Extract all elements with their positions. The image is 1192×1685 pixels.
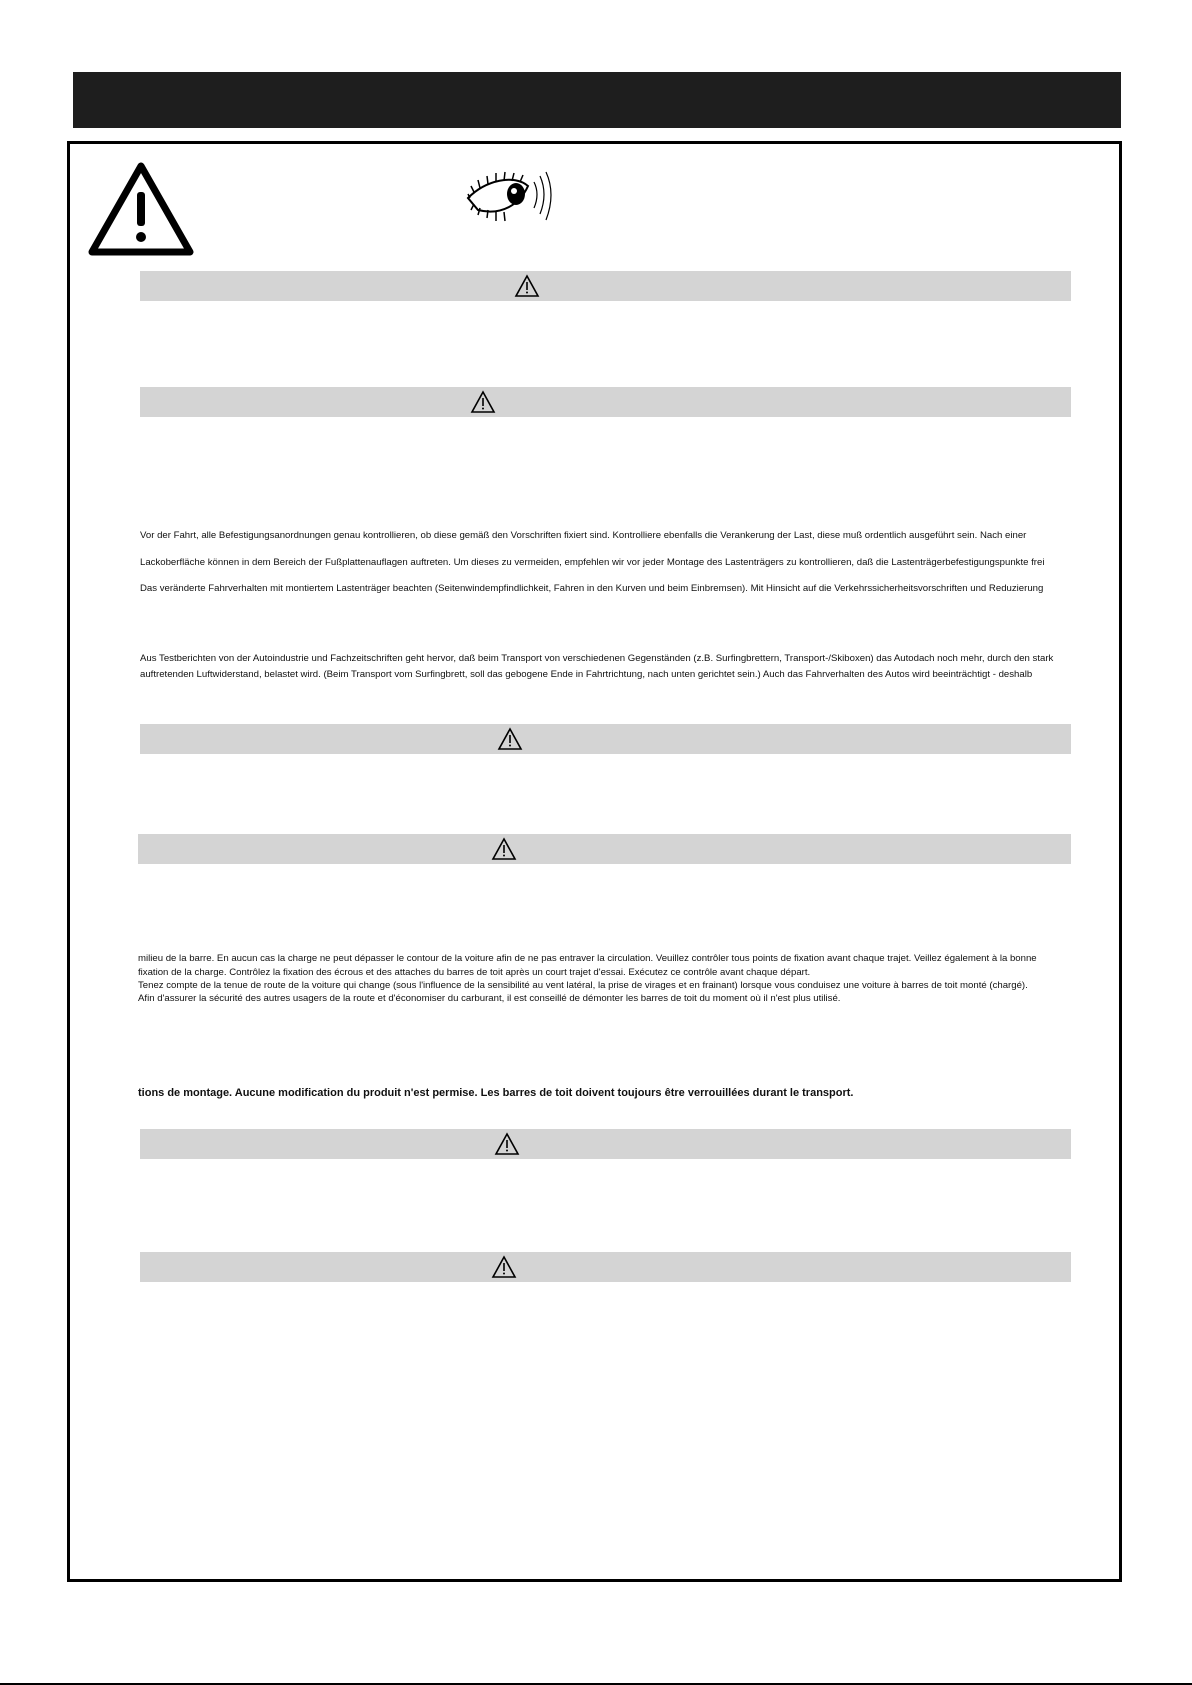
warning-triangle-small-icon <box>497 727 523 751</box>
warning-band-5 <box>140 1129 1071 1159</box>
warning-band-2 <box>140 387 1071 417</box>
german-line: Lackoberfläche können in dem Bereich der Fußplattenauflagen auftreten. Um dieses zu vermeiden, empfehlen wir vor jeder Montage des Lastenträgers zu kontrollieren, daß die Lastenträgerbefestigungspunkte frei <box>140 557 1045 568</box>
german-line: Das veränderte Fahrverhalten mit montiertem Lastenträger beachten (Seitenwindempfindlichkeit, Fahren in den Kurven und beim Einbremsen). Mit Hinsicht auf die Verkehrssicherheitsvorschriften und Reduzierung <box>140 583 1044 594</box>
warning-triangle-small-icon <box>470 390 496 414</box>
german-line: Aus Testberichten von der Autoindustrie und Fachzeitschriften geht hervor, daß beim Transport von verschiedenen Gegenständen (z.B. Surfingbrettern, Transport-/Skiboxen) das Autodach noch mehr, durch den stark <box>140 653 1054 664</box>
warning-triangle-small-icon <box>514 274 540 298</box>
header-bar <box>73 72 1121 128</box>
warning-triangle-small-icon <box>491 1255 517 1279</box>
warning-band-3 <box>140 724 1071 754</box>
german-line: auftretenden Luftwiderstand, belastet wird. (Beim Transport vom Surfingbrett, soll das gebogene Ende in Fahrtrichtung, nach unten gerichtet sein.) Auch das Fahrverhalten des Autos wird beeinträchtigt - deshalb <box>140 669 1033 680</box>
french-line: Tenez compte de la tenue de route de la voiture qui change (sous l'influence de la sensibilité au vent latéral, la prise de virages et en frainant) lorsque vous conduisez une voiture à barres de toit monté (chargé). <box>138 980 1028 991</box>
french-line: Afin d'assurer la sécurité des autres usagers de la route et d'économiser du carburant, il est conseillé de démonter les barres de toit du moment où il n'est plus utilisé. <box>138 993 841 1004</box>
german-line: Vor der Fahrt, alle Befestigungsanordnungen genau kontrollieren, ob diese gemäß den Vorschriften fixiert sind. Kontrolliere ebenfalls die Verankerung der Last, diese muß ordentlich ausgeführt sein. Nach einer <box>140 530 1027 541</box>
warning-band-4 <box>138 834 1071 864</box>
french-line: fixation de la charge. Contrôlez la fixation des écrous et des attaches du barres de toit après un court trajet d'essai. Exécutez ce contrôle avant chaque départ. <box>138 967 811 978</box>
warning-band-6 <box>140 1252 1071 1282</box>
eye-icon <box>466 164 554 232</box>
warning-triangle-small-icon <box>494 1132 520 1156</box>
warning-band-1 <box>140 271 1071 301</box>
warning-triangle-icon <box>86 160 196 258</box>
warning-triangle-small-icon <box>491 837 517 861</box>
french-line: milieu de la barre. En aucun cas la charge ne peut dépasser le contour de la voiture afin de ne pas entraver la circulation. Veuillez contrôler tous points de fixation avant chaque trajet. Veillez également à la bonne <box>138 953 1037 964</box>
french-bold-line: tions de montage. Aucune modification du produit n'est permise. Les barres de toit doivent toujours être verrouillées durant le transport. <box>138 1087 854 1099</box>
